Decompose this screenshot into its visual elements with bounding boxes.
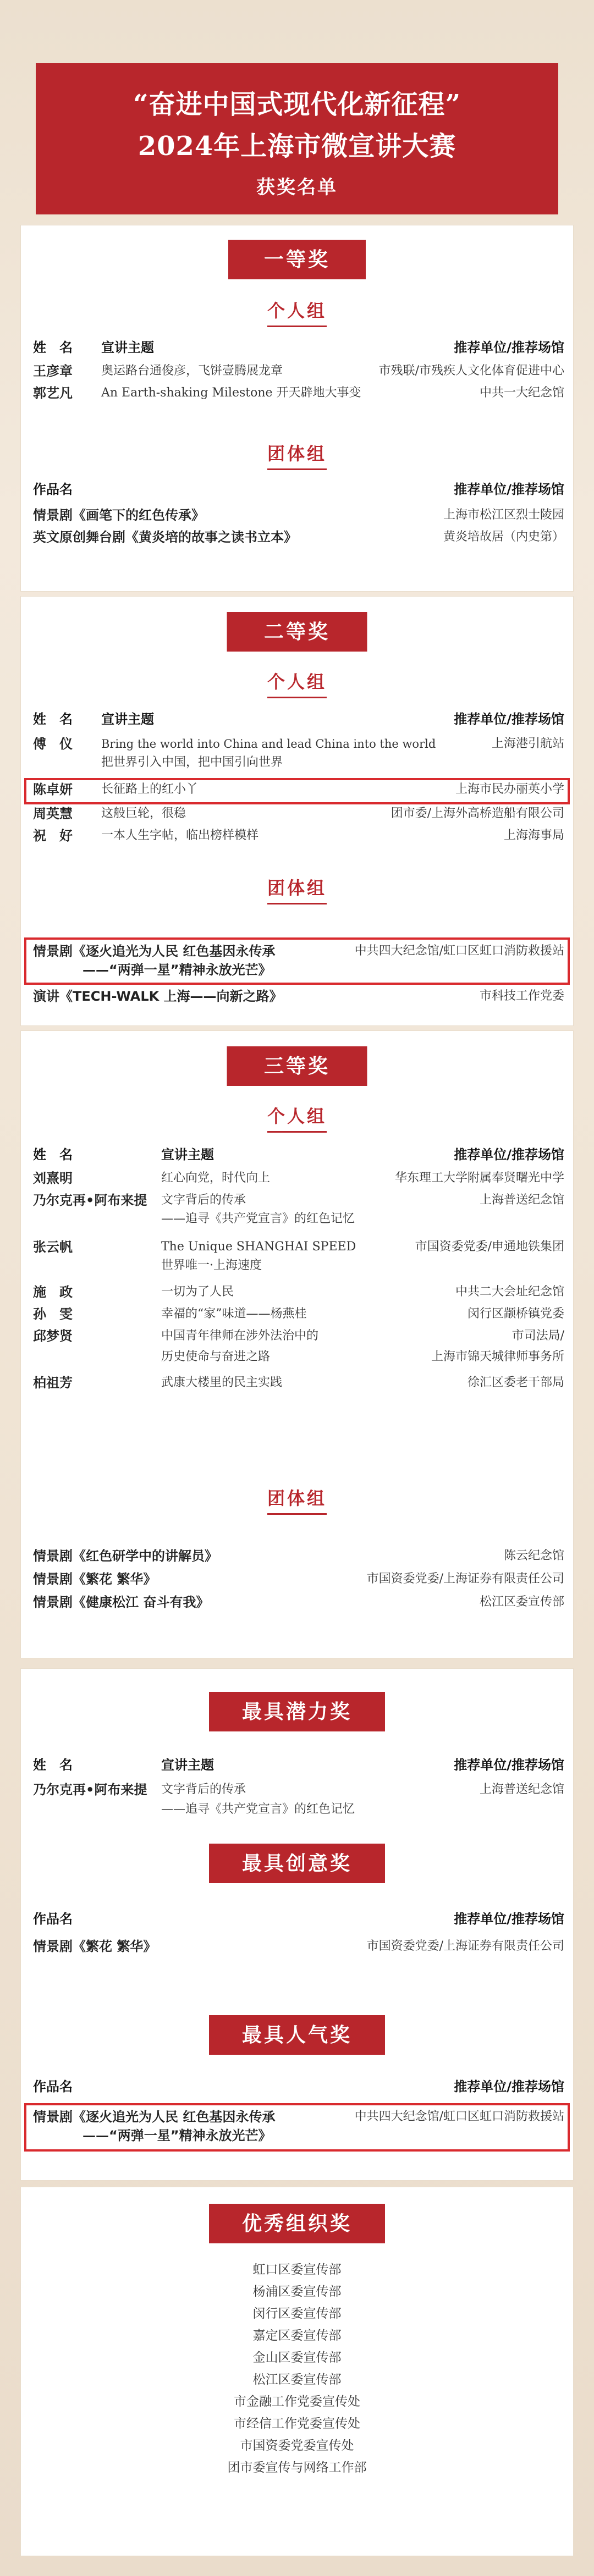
title-banner [36,63,558,214]
list-item: 市金融工作党委宣传处 [234,2395,360,2409]
table-row: 傅 仪 Bring the world into China and lead China into the world 把世界引入中国，把中国引向世界 上海港引航站 [33,736,564,769]
table-row: 张云帆 The Unique SHANGHAI SPEED 世界唯一·上海速度 市国资委党委/申通地铁集团 [33,1239,564,1272]
popular-award-badge: 最具人气奖 [209,2015,385,2055]
list-item: 松江区委宣传部 [252,2373,342,2387]
list-item: 虹口区委宣传部 [252,2263,342,2277]
title-line-3: 获奖名单 [256,176,338,198]
third-prize-badge: 三等奖 [227,1046,367,1086]
table-row: 乃尔克再•阿布来提 文字背后的传承 ——追寻《共产党宣言》的红色记忆 上海普送纪念馆 [33,1782,564,1816]
first-group-title: 团体组 [267,440,327,470]
table-row: 情景剧《逐火追光为人民 红色基因永传承 ——“两弹一星”精神永放光芒》 中共四大纪念馆/虹口区虹口消防救援站 [33,944,564,978]
title-line-2: 2024年上海市微宣讲大赛 [138,131,457,162]
list-item: 团市委宣传与网络工作部 [227,2461,367,2475]
list-item: 市国资委党委宣传处 [240,2439,354,2453]
first-prize-badge: 一等奖 [228,240,366,279]
third-group-title: 团体组 [267,1485,327,1515]
list-item: 金山区委宣传部 [252,2351,342,2365]
creative-award-badge: 最具创意奖 [209,1844,385,1883]
third-individual-title: 个人组 [267,1102,327,1133]
title-line-1: “奋进中国式现代化新征程” [133,89,461,120]
organization-award-badge: 优秀组织奖 [209,2204,385,2243]
special-awards-card: 最具潜力奖 姓 名 宣讲主题 推荐单位/推荐场馆 乃尔克再•阿布来提 文字背后的传承 ——追寻《共产党宣言》的红色记忆 上海普送纪念馆 最具创意奖 作品名 推荐单位/推荐场馆 情景剧《繁花 繁华》 市国资委党委/上海证券有限责任公司 最具人气奖 作品名 推荐单位/推荐场馆 情景剧《逐火追光为人民 红色基因永传承 ——“两弹一星”精神永放光芒》 中共四大纪念馆/虹口区虹口消防救援站 [21,1669,573,2180]
second-prize-badge: 二等奖 [227,612,367,652]
first-prize-card: 一等奖 个人组 姓 名 宣讲主题 推荐单位/推荐场馆 王彦章 奥运路台通俊彦，飞饼壹腾展龙章 市残联/市残疾人文化体育促进中心 郭艺凡 An Earth-shaking Milestone 开天辟地大事变 中共一大纪念馆 团体组 作品名 推荐单位/推荐场馆 情景剧《画笔下的红色传承》 上海市松江区烈士陵园 英文原创舞台剧《黄炎培的故事之读书立本》 黄炎培故居（内史第） [21,225,573,591]
second-group-title: 团体组 [267,874,327,904]
organization-list [21,2259,573,2479]
second-prize-card: 二等奖 个人组 姓 名 宣讲主题 推荐单位/推荐场馆 傅 仪 Bring the world into China and lead China into the world 把世界引入中国，把中国引向世界 上海港引航站 陈卓妍 长征路上的红小丫 上海市民办丽英小学 周英慧 这般巨轮，很稳 团市委/上海外高桥造船有限公司 祝 好 一本人生字帖，临出榜样模样 上海海事局 团体组 情景剧《逐火追光为人民 红色基因永传承 ——“两弹一星”精神永放光芒》 中共四大纪念馆/虹口区虹口消防救援站 演讲《TECH-WALK 上海——向新之路》 市科技工作党委 [21,597,573,1025]
list-item: 市经信工作党委宣传处 [234,2417,360,2431]
table-row: 邱梦贤 中国青年律师在涉外法治中的 历史使命与奋进之路 市司法局/ 上海市锦天城律师事务所 [33,1328,564,1364]
table-row: 情景剧《逐火追光为人民 红色基因永传承 ——“两弹一星”精神永放光芒》 中共四大纪念馆/虹口区虹口消防救援站 [33,2109,564,2143]
organization-award-card [21,2187,573,2556]
second-individual-title: 个人组 [267,668,327,698]
first-individual-title: 个人组 [267,297,327,327]
potential-award-badge: 最具潜力奖 [209,1692,385,1731]
third-prize-card: 三等奖 个人组 姓 名 宣讲主题 推荐单位/推荐场馆 刘熹明 红心向党，时代向上 华东理工大学附属奉贤曙光中学 乃尔克再•阿布来提 文字背后的传承 ——追寻《共产党宣言》的红色记忆 上海普送纪念馆 张云帆 The Unique SHANGHAI SPEED 世界唯一·上海速度 市国资委党委/申通地铁集团 施 政 一切为了人民 中共二大会址纪念馆 孙 雯 幸福的“家”味道——杨燕桂 闵行区颛桥镇党委 邱梦贤 中国青年律师在涉外法治中的 历史使命与奋进之路 市司法局/ 上海市锦天城律师事务所 柏祖芳 武康大楼里的民主实践 徐汇区委老干部局 团体组 情景剧《红色研学中的讲解员》 陈云纪念馆 情景剧《繁花 繁华》 市国资委党委/上海证券有限责任公司 情景剧《健康松江 奋斗有我》 松江区委宣传部 [21,1031,573,1658]
list-item: 嘉定区委宣传部 [252,2329,342,2343]
list-item: 杨浦区委宣传部 [252,2285,342,2299]
list-item: 闵行区委宣传部 [252,2307,342,2321]
table-row: 乃尔克再•阿布来提 文字背后的传承 ——追寻《共产党宣言》的红色记忆 上海普送纪念馆 [33,1193,564,1226]
